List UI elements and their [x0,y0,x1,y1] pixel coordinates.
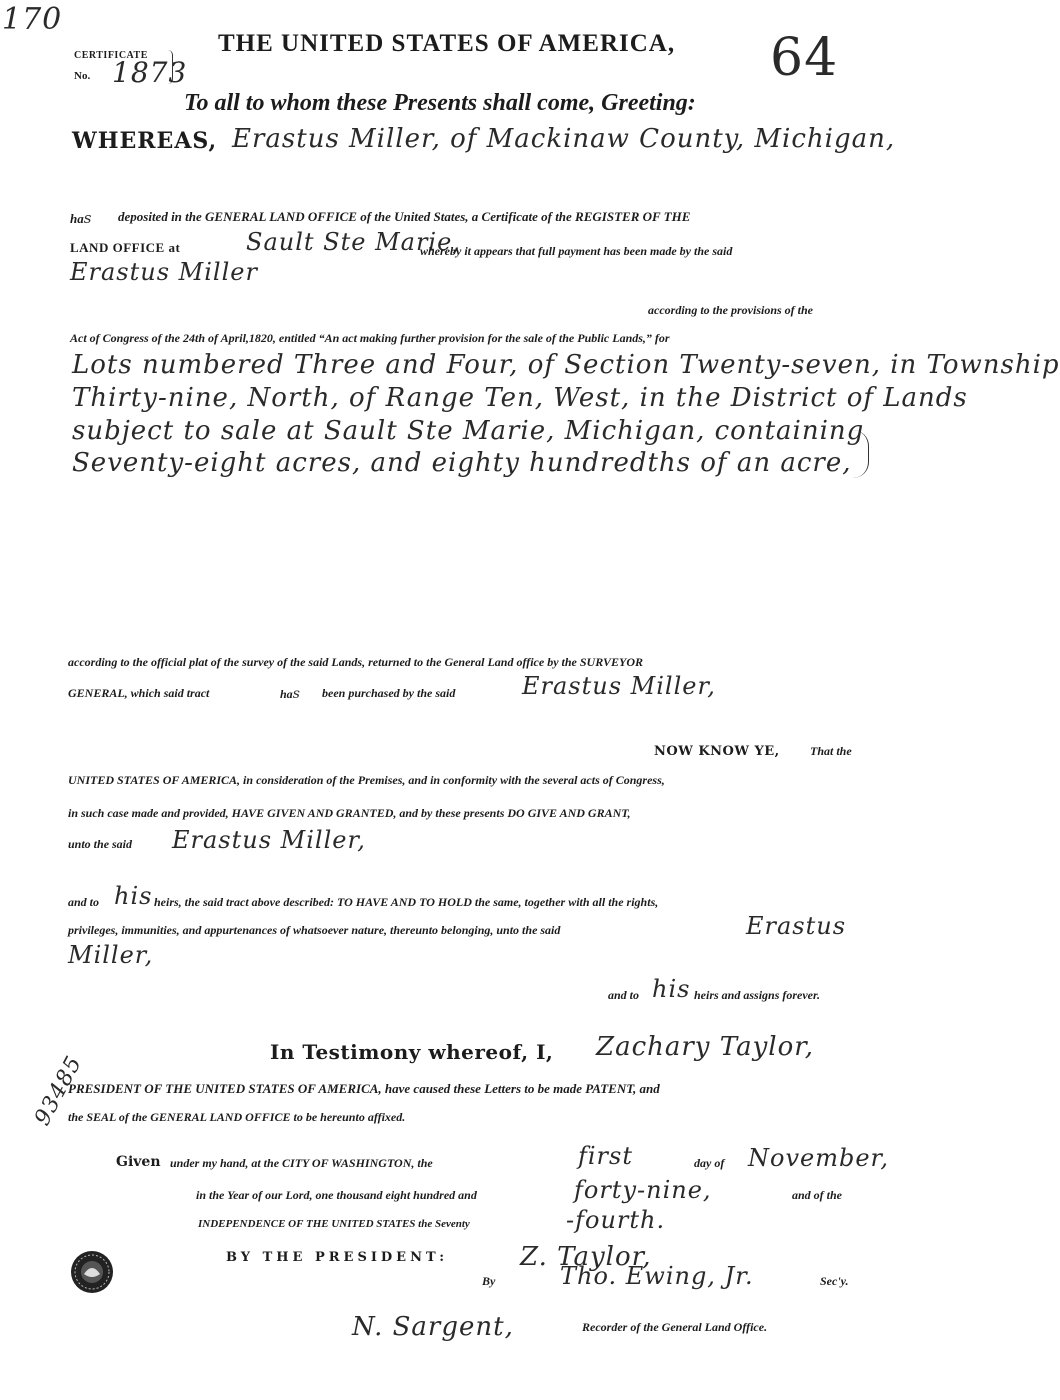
given-text: under my hand, at the CITY OF WASHINGTON, the [170,1156,433,1170]
certificate-number: 1873 [112,56,188,89]
and-to: and to [68,895,100,909]
month-value: November, [748,1144,889,1172]
whereas-label: WHEREAS, [72,128,218,154]
land-office-value: Sault Ste Marie, [246,228,461,256]
independence-value: -fourth. [566,1206,666,1234]
day-value: first [578,1142,633,1170]
plat-text-2a: GENERAL, which said tract [68,686,210,700]
now-know-ye: NOW KNOW YE, [654,744,780,759]
margin-number-side: 93485 [30,1051,88,1130]
land-office-label: LAND OFFICE at [70,240,181,255]
grant-text-1: UNITED STATES OF AMERICA, in consideration of the Premises, and in conformity with the several acts of Congress, [68,773,665,787]
greeting: To all to whom these Presents shall come, Greeting: [184,90,696,116]
plat-has-prefix: ha [280,687,293,701]
testimony-label: In Testimony whereof, I, [270,1040,554,1064]
and-to-2: and to [608,988,640,1002]
certificate-no-label: No. [74,70,91,82]
grantee-name-b: Miller, [68,941,154,969]
act-text: Act of Congress of the 24th of April,1820, entitled “An act making further provision for the sale of the Public Lands,” for [70,331,670,345]
heirs-line: heirs, the said tract above described: TO HAVE AND TO HOLD the same, together with all the rights, [154,895,659,909]
by-label: By [482,1274,496,1288]
margin-number-top-left: 170 [2,2,63,37]
purchaser-name: Erastus Miller, [522,672,716,700]
margin-number-top-right: 64 [770,28,839,88]
grantee-residence: Erastus Miller, of Mackinaw County, Michigan, [232,124,896,154]
that-the: That the [810,744,852,758]
by-the-president: BY THE PRESIDENT: [226,1250,448,1265]
has-suffix: s [83,209,93,227]
plat-text-2b: been purchased by the said [322,686,456,700]
land-description-line-2: Thirty-nine, North, of Range Ten, West, in the District of Lands [72,383,968,413]
his-heirs-2: his [652,975,691,1003]
payment-text: whereby it appears that full payment has been made by the said [420,244,733,258]
certificate-label: CERTIFICATE [74,50,148,61]
president-name: Zachary Taylor, [596,1032,815,1062]
document-title: THE UNITED STATES OF AMERICA, [218,30,676,57]
recorder-label: Recorder of the General Land Office. [582,1320,768,1334]
his-heirs: his [114,882,153,910]
secretary-label: Sec'y. [820,1274,849,1288]
grantee-name-a: Erastus [746,912,847,940]
given-word: Given [116,1154,161,1170]
unto-the-said: unto the said [68,837,133,851]
land-description-line-3: subject to sale at Sault Ste Marie, Michigan, containing [72,416,865,446]
year-value: forty-nine, [574,1176,712,1204]
has-prefix: ha [70,211,84,226]
secretary-signature: Tho. Ewing, Jr. [560,1262,754,1290]
grant-text-2: in such case made and provided, HAVE GIVEN AND GRANTED, and by these presents DO GIVE AND GRANT, [68,806,631,820]
year-text: in the Year of our Lord, one thousand eight hundred and [196,1188,477,1202]
grantee-name: Erastus Miller, [172,826,366,854]
description-brace [852,430,869,478]
independence-text: INDEPENDENCE OF THE UNITED STATES the Seventy [198,1218,470,1230]
president-signature: Z. Taylor, [520,1242,652,1272]
plat-has-suffix: s [292,686,301,702]
land-description-line-1: Lots numbered Three and Four, of Section Twenty-seven, in Township [72,350,1060,380]
plat-text: according to the official plat of the survey of the said Lands, returned to the General Land office by the SURVEYOR [68,655,643,669]
certificate-brace [168,50,173,84]
and-of-the: and of the [792,1188,843,1202]
provisions-text: according to the provisions of the [648,303,814,317]
day-label: day of [694,1156,725,1170]
land-description-line-4: Seventy-eight acres, and eighty hundredths of an acre, [72,448,852,478]
testimony-text-2: the SEAL of the GENERAL LAND OFFICE to be hereunto affixed. [68,1110,406,1124]
recorder-signature: N. Sargent, [352,1312,514,1342]
privileges-line: privileges, immunities, and appurtenances of whatsoever nature, thereunto belonging, unto the said [68,923,561,937]
payer-name: Erastus Miller [70,258,258,286]
assigns-forever: heirs and assigns forever. [694,988,821,1002]
testimony-text-1: PRESIDENT OF THE UNITED STATES OF AMERICA, have caused these Letters to be made PATENT, and [68,1081,660,1096]
deposit-text: deposited in the GENERAL LAND OFFICE of the United States, a Certificate of the REGISTER OF THE [118,209,691,224]
general-land-office-seal-icon [70,1250,114,1294]
